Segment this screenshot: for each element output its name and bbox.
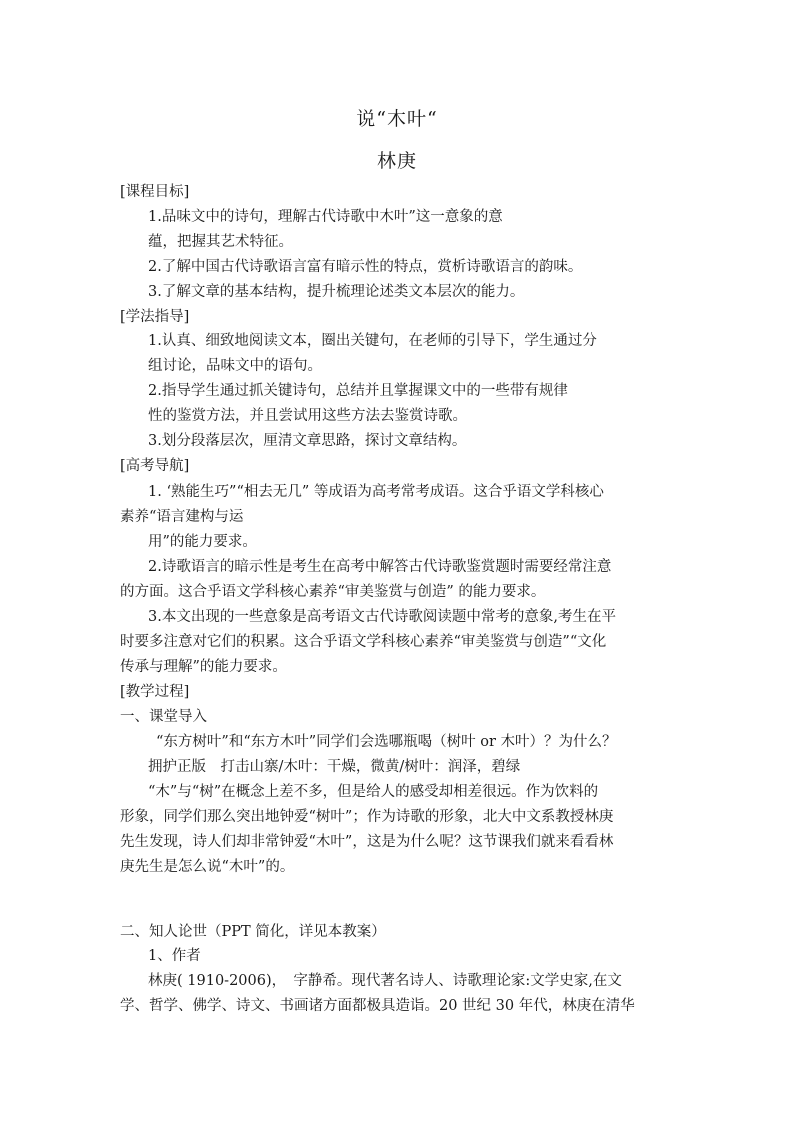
paragraph-line: 用”的能力要求。: [148, 534, 257, 550]
section-heading-course-goals: [课程目标]: [120, 184, 190, 200]
paragraph-line: 1. ‘熟能生巧”“相去无几” 等成语为高考常考成语。这合乎语文学科核心: [148, 484, 604, 500]
paragraph-line: 2.指导学生通过抓关键诗句，总结并且掌握课文中的一些带有规律: [148, 383, 568, 399]
paragraph-line: 3.本文出现的一些意象是高考语文古代诗歌阅读题中常考的意象,考生在平: [148, 609, 616, 625]
subsection-heading-introduction: 一、课堂导入: [120, 709, 207, 725]
paragraph-line: 蕴，把握其艺术特征。: [148, 234, 293, 250]
section-heading-teaching-process: [教学过程]: [120, 684, 190, 700]
document-author: 林庚: [376, 150, 417, 172]
subsection-heading-author-background: 二、知人论世（PPT 简化，详见本教案）: [120, 924, 386, 940]
paragraph-line: “木”与“树”在概念上差不多，但是给人的感受却相差很远。作为饮料的: [148, 784, 599, 800]
paragraph-line: 的方面。这合乎语文学科核心素养“审美鉴赏与创造” 的能力要求。: [120, 584, 546, 600]
paragraph-line: 时要多注意对它们的积累。这合乎语文学科核心素养“审美鉴赏与创造”“文化: [120, 634, 607, 650]
paragraph-line: 3.划分段落层次，厘清文章思路，探讨文章结构。: [148, 433, 467, 449]
paragraph-line: 素养“语言建构与运: [120, 509, 244, 525]
document-title: 说“木叶“: [356, 108, 438, 130]
section-heading-study-methods: [学法指导]: [120, 309, 190, 325]
paragraph-line: “东方树叶”和“东方木叶”同学们会选哪瓶喝（树叶 or 木叶）？为什么？: [156, 734, 617, 750]
paragraph-line: 性的鉴赏方法，并且尝试用这些方法去鉴赏诗歌。: [148, 408, 467, 424]
paragraph-line: 1.认真、细致地阅读文本，圈出关键句，在老师的引导下，学生通过分: [148, 333, 597, 349]
paragraph-line: 3.了解文章的基本结构，提升梳理论述类文本层次的能力。: [148, 284, 525, 300]
paragraph-line: 先生发现，诗人们却非常钟爱“木叶”，这是为什么呢？这节课我们就来看看林: [120, 834, 614, 850]
paragraph-line: 庚先生是怎么说“木叶”的。: [120, 859, 295, 875]
paragraph-line: 形象，同学们那么突出地钟爱“树叶”；作为诗歌的形象，北大中文系教授林庚: [120, 809, 614, 825]
paragraph-line: 1、作者: [148, 948, 201, 964]
paragraph-line: 1.品味文中的诗句，理解古代诗歌中木叶”这一意象的意: [148, 209, 503, 225]
paragraph-line: 组讨论，品味文中的语句。: [148, 358, 322, 374]
section-heading-exam-guide: [高考导航]: [120, 458, 190, 474]
paragraph-line: 拥护正版 打击山寨/木叶：干燥，微黄/树叶：润泽，碧绿: [148, 759, 521, 775]
paragraph-line: 2.诗歌语言的暗示性是考生在高考中解答古代诗歌鉴赏题时需要经常注意: [148, 559, 612, 575]
paragraph-line: 学、哲学、佛学、诗文、书画诸方面都极具造诣。20 世纪 30 年代，林庚在清华: [120, 998, 635, 1014]
paragraph-line: 传承与理解”的能力要求。: [120, 659, 287, 675]
paragraph-line: 林庚( 1910-2006)， 字静希。现代著名诗人、诗歌理论家:文学史家,在文: [148, 973, 622, 989]
paragraph-line: 2.了解中国古代诗歌语言富有暗示性的特点，赏析诗歌语言的韵味。: [148, 259, 583, 275]
